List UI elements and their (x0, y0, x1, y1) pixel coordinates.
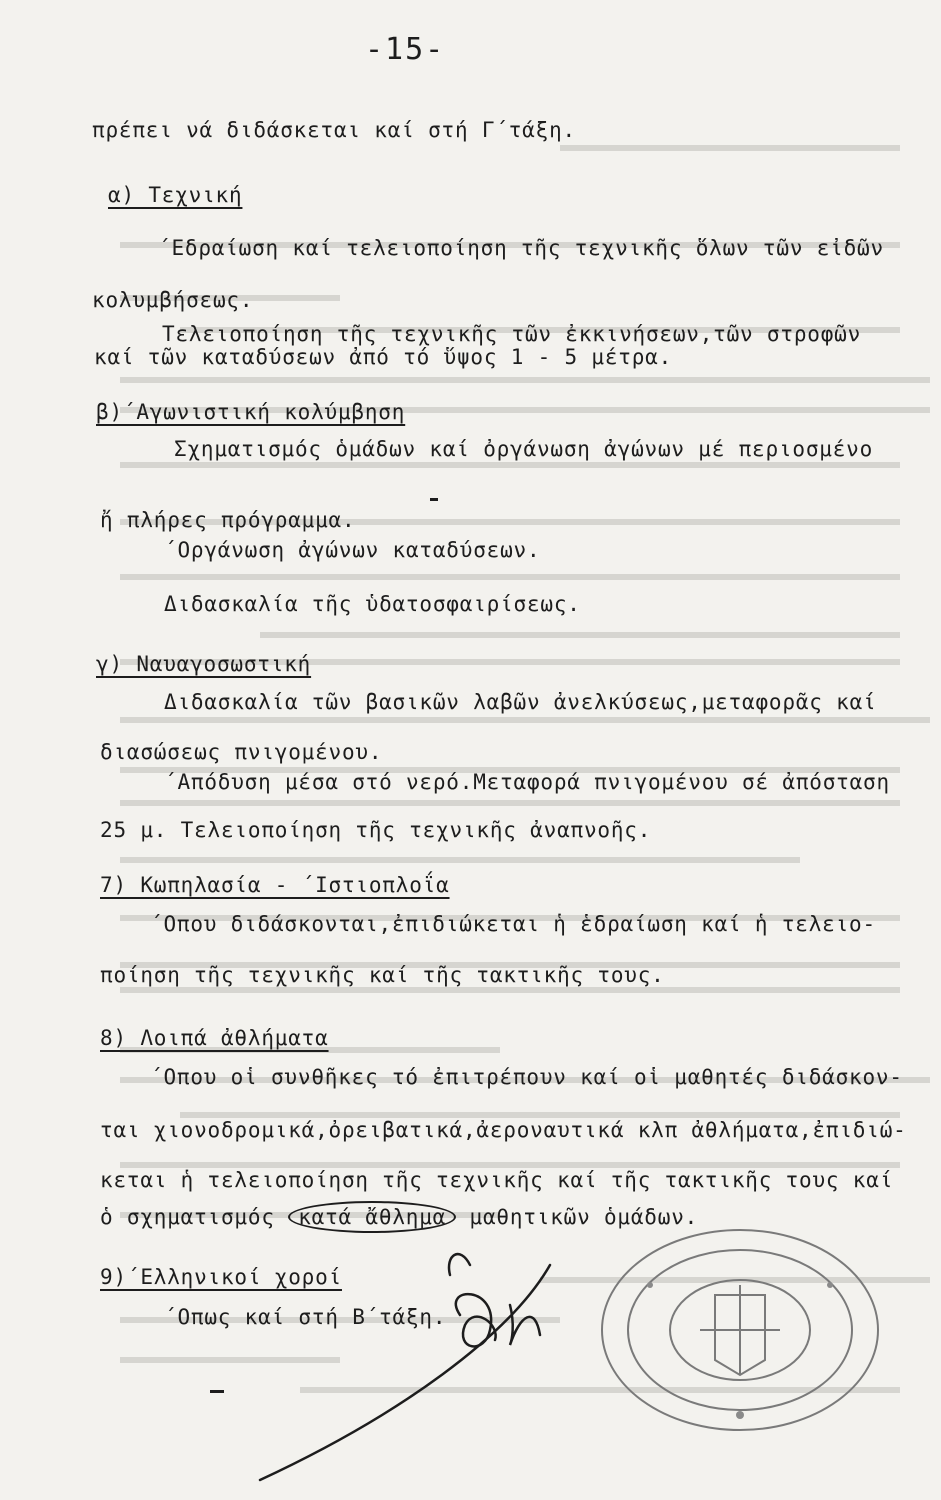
signature-icon (250, 1245, 610, 1485)
section-heading-competitive-swimming: β)΄Αγωνιστική κολύμβηση (96, 400, 406, 424)
text-line: ται χιονοδρομικά,ὀρειβατικά,ἀεροναυτικά κλπ ἀθλήματα,ἐπιδιώ- (100, 1118, 907, 1142)
section-heading-lifesaving: γ) Ναυαγοσωστική (96, 652, 312, 676)
text-line: Τελειοποίηση τῆς τεχνικῆς τῶν ἐκκινήσεων,τῶν στροφῶν (162, 322, 862, 346)
official-seal-icon (590, 1225, 890, 1435)
text-line: διασώσεως πνιγομένου. (100, 740, 383, 764)
text-line: ΄Εδραίωση καί τελειοποίηση τῆς τεχνικῆς ὅλων τῶν εἰδῶν (158, 236, 884, 260)
text-line: 25 μ. Τελειοποίηση τῆς τεχνικῆς ἀναπνοῆς. (100, 818, 652, 842)
section-heading-rowing-sailing: 7) Κωπηλασία - ΄Ιστιοπλοΐα (100, 873, 450, 897)
text-line: Σχηματισμός ὁμάδων καί ὀργάνωση ἀγώνων μέ περιοσμένο (174, 437, 874, 461)
section-heading-other-sports: 8) Λοιπά ἀθλήματα (100, 1026, 329, 1050)
text-line: ΄Απόδυση μέσα στό νερό.Μεταφορά πνιγομένου σέ ἀπόσταση (164, 770, 890, 794)
page-number: -15- (365, 32, 446, 67)
text-line: Διδασκαλία τῶν βασικῶν λαβῶν ἀνελκύσεως,μεταφορᾶς καί (164, 690, 877, 714)
text-segment: μαθητικῶν ὁμάδων. (469, 1205, 699, 1229)
text-line: κεται ἡ τελειοποίηση τῆς τεχνικῆς καί τῆς τακτικῆς τους καί (100, 1168, 894, 1192)
text-line: ποίηση τῆς τεχνικῆς καί τῆς τακτικῆς τους. (100, 963, 665, 987)
text-line: ΄Οπου διδάσκονται,ἐπιδιώκεται ἡ ἑδραίωση καί ἡ τελειο- (150, 912, 876, 936)
circled-phrase: κατά ἄθλημα (288, 1201, 456, 1233)
text-line: κολυμβήσεως. (92, 288, 254, 312)
text-segment: ὁ σχηματισμός (100, 1205, 275, 1229)
text-line: ΄Οπως καί στή Β΄τάξη. (164, 1305, 447, 1329)
pen-mark (210, 1390, 224, 1393)
text-line: ΄Οπου οἱ συνθῆκες τό ἐπιτρέπουν καί οἱ μαθητές διδάσκον- (150, 1065, 903, 1089)
text-line: ἤ πλήρες πρόγραμμα. (100, 508, 356, 532)
section-heading-greek-dances: 9)΄Ελληνικοί χοροί (100, 1265, 342, 1289)
pen-mark (430, 498, 438, 501)
text-line: Διδασκαλία τῆς ὑδατοσφαιρίσεως. (164, 592, 581, 616)
section-heading-technique: α) Τεχνική (108, 183, 243, 207)
text-line: ΄Οργάνωση ἀγώνων καταδύσεων. (164, 538, 541, 562)
text-line: πρέπει νά διδάσκεται καί στή Γ΄τάξη. (92, 118, 576, 142)
text-line: καί τῶν καταδύσεων ἀπό τό ὕψος 1 - 5 μέτρα. (94, 345, 673, 369)
